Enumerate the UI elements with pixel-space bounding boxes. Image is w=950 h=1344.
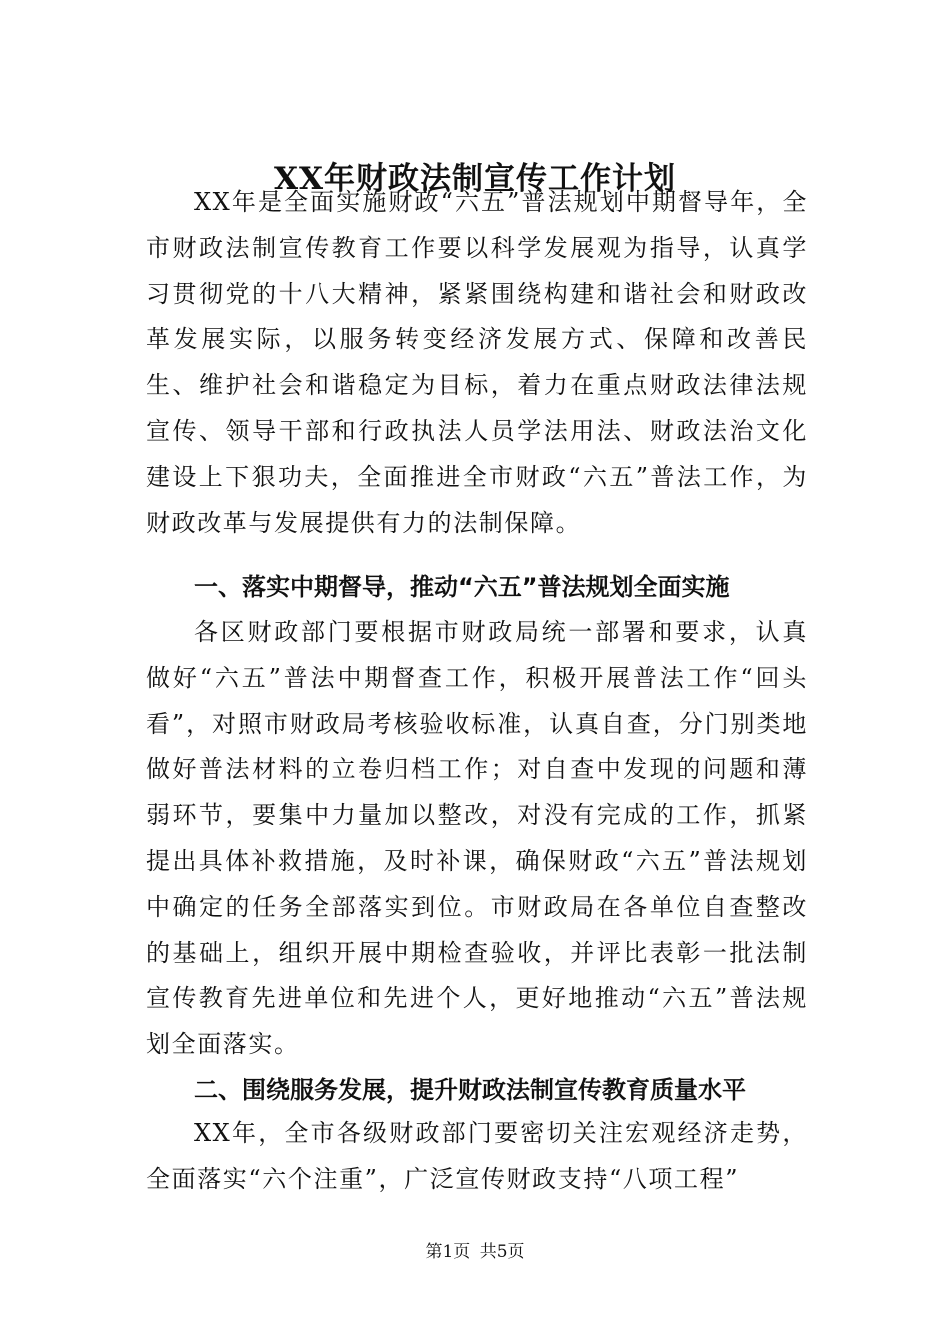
section-1-heading: 一、落实中期督导，推动“六五”普法规划全面实施 [194,573,730,601]
section-2-paragraph: XX年，全市各级财政部门要密切关注宏观经济走势，全面落实“六个注重”，广泛宣传财政支持“八项工程” [146,1119,808,1193]
intro-paragraph: XX年是全面实施财政“六五”普法规划中期督导年，全市财政法制宣传教育工作要以科学发展观为指导，认真学习贯彻党的十八大精神，紧紧围绕构建和谐社会和财政改革发展实际，以服务转变经济发展方式、保障和改善民生、维护社会和谐稳定为目标，着力在重点财政法律法规宣传、领导干部和行政执法人员学法用法、财政法治文化建设上下狠功夫，全面推进全市财政“六五”普法工作，为财政改革与发展提供有力的法制保障。 [146,188,808,537]
section-1-paragraph: 各区财政部门要根据市财政局统一部署和要求，认真做好“六五”普法中期督查工作，积极开展普法工作“回头看”，对照市财政局考核验收标准，认真自查，分门别类地做好普法材料的立卷归档工作；对自查中发现的问题和薄弱环节，要集中力量加以整改，对没有完成的工作，抓紧提出具体补救措施，及时补课，确保财政“六五”普法规划中确定的任务全部落实到位。市财政局在各单位自查整改的基础上，组织开展中期检查验收，并评比表彰一批法制宣传教育先进单位和先进个人，更好地推动“六五”普法规划全面落实。 [146,618,808,1059]
document-title: XX年财政法制宣传工作计划 [273,160,677,197]
page-footer: 第1页 共5页 [425,1242,525,1262]
section-2-heading: 二、围绕服务发展，提升财政法制宣传教育质量水平 [194,1076,746,1104]
